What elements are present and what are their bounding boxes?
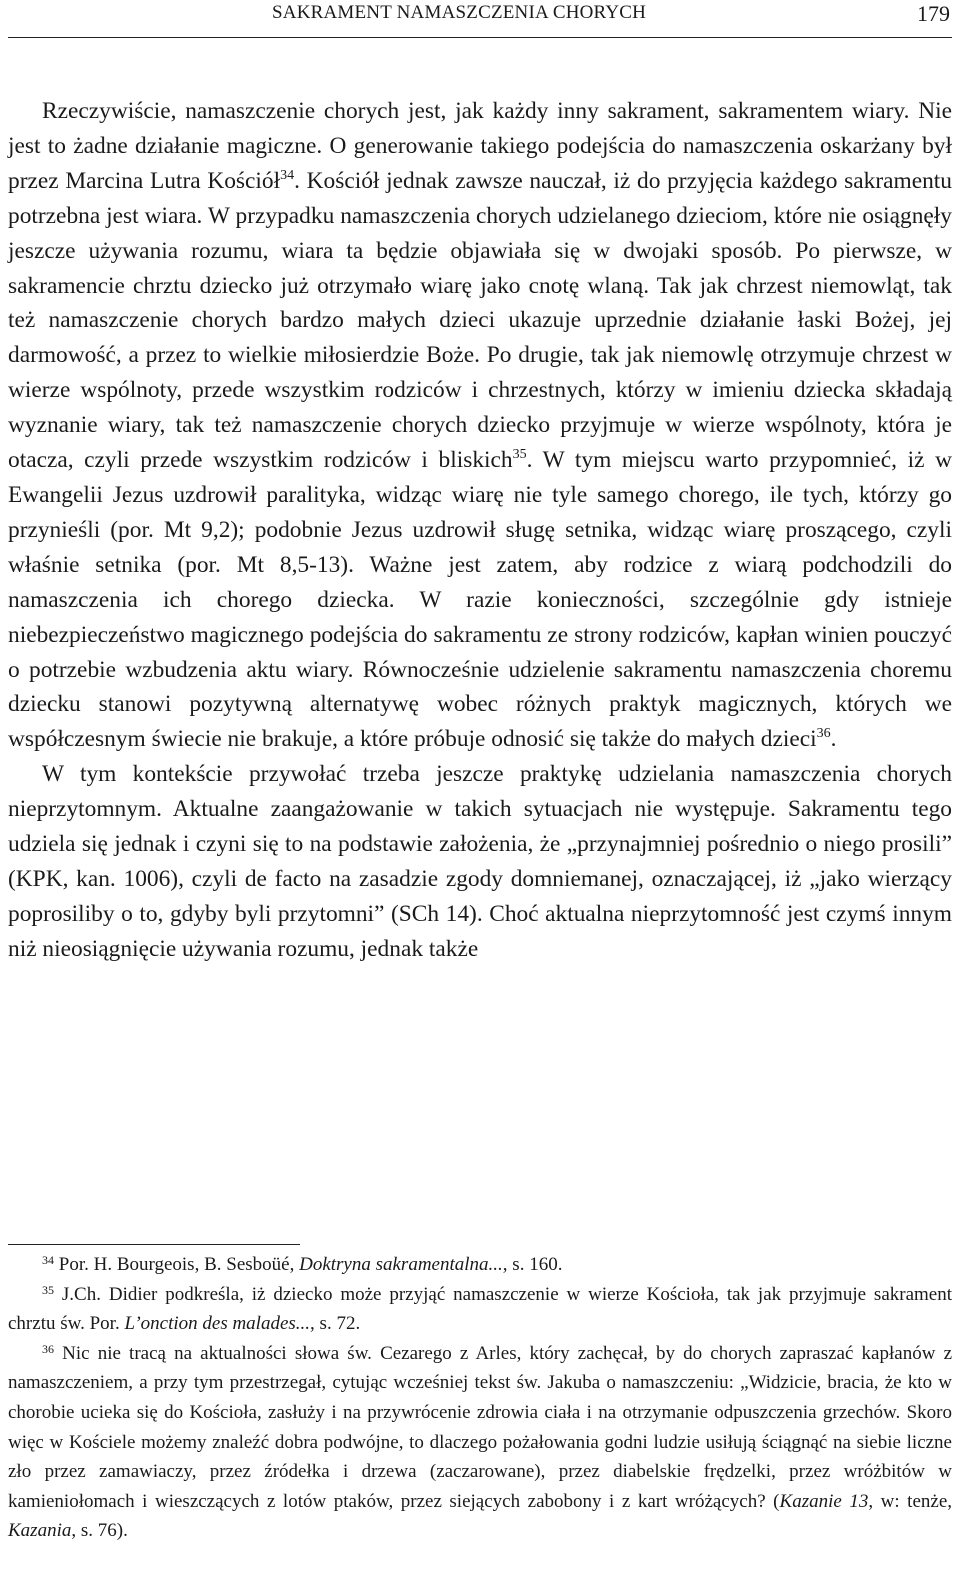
- footnote-ref-34[interactable]: 34: [280, 167, 295, 183]
- footnote-title: Kazania: [8, 1520, 72, 1542]
- footnote-number: 35: [42, 1282, 54, 1297]
- header-rule: [8, 37, 952, 38]
- main-text: [8, 94, 952, 967]
- footnote-text: , s. 72.: [310, 1313, 361, 1335]
- footnote-text: Por. H. Bourgeois, B. Sesboüé,: [58, 1254, 300, 1275]
- footnote-text: Nic nie tracą na aktualności słowa św. Cezarego z Arles, który zachęcał, by do chorych zapraszać kapłanów z namaszczeniem, a przy tym przestrzegał, cytując wcześniej tekst św. Jakuba o namaszczeniu: „Widzicie, bracia, że kto w chorobie ucieka się do Kościoła, zasłuży i na przywrócenie zdrowia ciała i na otrzymanie odpuszczenia grzechów. Skoro więc w Kościele możemy znaleźć dobra podwójne, to dlaczego pożałowania godni ludzie usiłują ściągnąć na siebie liczne zło przez zamawiaczy, przez źródełka i drzewa (zaczarowane), przez diabelskie frędzelki, przez wróżbitów w kamieniołomach i wieszczących z lotów ptaków, przez siejących zabobony i z kart wróżących? (: [8, 1342, 952, 1512]
- footnote-ref-35[interactable]: 35: [512, 447, 527, 463]
- footnote-35: [8, 1280, 952, 1339]
- footnote-text: , s. 76).: [71, 1520, 128, 1542]
- footnote-text: , w: tenże,: [868, 1490, 953, 1512]
- footnote-title: Kazanie 13: [779, 1490, 869, 1512]
- page-header: [0, 0, 960, 40]
- footnote-ref-36[interactable]: 36: [816, 726, 831, 742]
- page-number: 179: [917, 1, 950, 26]
- footnotes: [8, 1250, 952, 1546]
- footnote-number: 36: [42, 1341, 54, 1356]
- footnote-34: [8, 1250, 952, 1280]
- footnote-number: 34: [42, 1253, 54, 1267]
- paragraph-1-part-3: . W tym miejscu warto przypomnieć, iż w Ewangelii Jezus uzdrowił paralityka, widząc wiarę nie tyle samego chorego, ile tych, którzy go przynieśli (por. Mt 9,2); podobnie Jezus uzdrowił sługę setnika, widząc wiarę proszącego, czyli właśnie setnika (por. Mt 8,5-13). Ważne jest zatem, aby rodzice z wiarą podchodzili do namaszczenia ich chorego dziecka. W razie konieczności, szczególnie gdy istnieje niebezpieczeństwo magicznego podejścia do sakramentu ze strony rodziców, kapłan winien pouczyć o potrzebie wzbudzenia aktu wiary. Równocześnie udzielenie sakramentu namaszczenia choremu dziecku stanowi pozytywną alternatywę wobec różnych praktyk magicznych, których we współczesnym świecie nie brakuje, a które próbuje odnosić się także do małych dzieci: [8, 447, 953, 753]
- paragraph-1-part-4: .: [830, 726, 837, 753]
- footnote-title: Doktryna sakramentalna...: [299, 1254, 503, 1275]
- footnote-text: J.Ch. Didier podkreśla, iż dziecko może przyjąć namaszczenie w wierze Kościoła, tak jak przyjmuje sakrament chrztu św. Por.: [8, 1283, 953, 1335]
- footnote-title: L’onction des malades...: [124, 1313, 311, 1335]
- footnote-text: , s. 160.: [502, 1254, 563, 1275]
- footnote-separator: [8, 1244, 300, 1245]
- running-title: SAKRAMENT NAMASZCZENIA CHORYCH: [272, 2, 647, 23]
- footnote-36: [8, 1339, 952, 1546]
- paragraph-2: W tym kontekście przywołać trzeba jeszcze praktykę udzielania namaszczenia chorych nieprzytomnym. Aktualne zaangażowanie w takich sytuacjach nie występuje. Sakramentu tego udziela się jednak i czyni się to na podstawie założenia, że „przynajmniej pośrednio o niego prosili” (KPK, kan. 1006), czyli de facto na zasadzie zgody domniemanej, oznaczającej, iż „jako wierzący poprosiliby o to, gdyby byli przytomni” (SCh 14). Choć aktualna nieprzytomność jest czymś innym niż nieosiągnięcie używania rozumu, jednak także: [8, 761, 952, 962]
- paragraph-1-part-1: Rzeczywiście, namaszczenie chorych jest, jak każdy inny sakrament, sakramentem wiary. Nie jest to żadne działanie magiczne. O generowanie takiego podejścia do namaszczenia oskarżany był przez Marcina Lutra Kościół: [8, 98, 952, 194]
- paragraph-1-part-2: . Kościół jednak zawsze nauczał, iż do przyjęcia każdego sakramentu potrzebna jest wiara. W przypadku namaszczenia chorych udzielanego dzieciom, które nie osiągnęły jeszcze używania rozumu, wiara ta będzie objawiała się w dwojaki sposób. Po pierwsze, w sakramencie chrztu dziecko już otrzymało wiarę jako cnotę wlaną. Tak jak chrzest niemowląt, tak też namaszczenie chorych bardzo małych dzieci ukazuje uprzednie działanie łaski Bożej, jej darmowość, a przez to wielkie miłosierdzie Boże. Po drugie, tak jak niemowlę otrzymuje chrzest w wierze wspólnoty, przede wszystkim rodziców i chrzestnych, którzy w imieniu dziecka składają wyznanie wiary, tak też namaszczenie chorych dziecko przyjmuje w wierze wspólnoty, która je otacza, czyli przede wszystkim rodziców i bliskich: [8, 167, 952, 474]
- paragraph-1: [8, 94, 952, 757]
